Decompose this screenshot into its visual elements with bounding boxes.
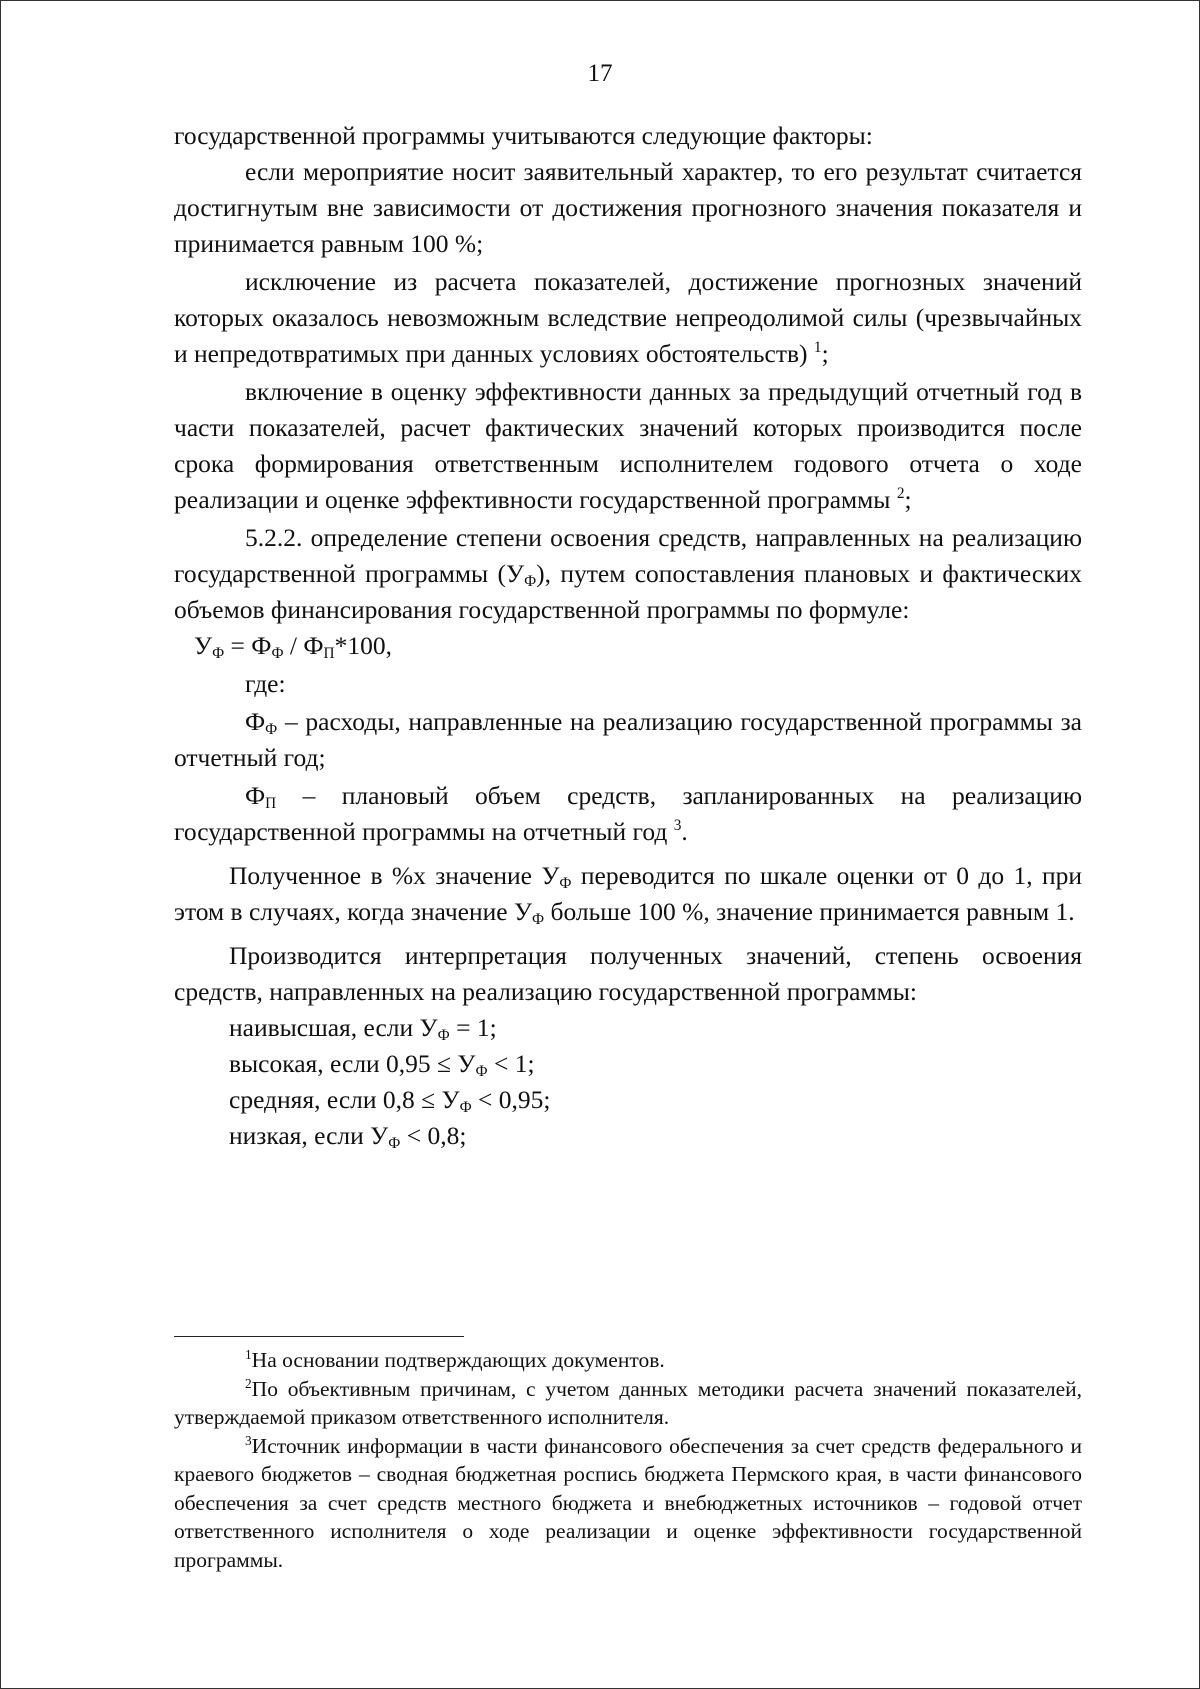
subscript: Ф bbox=[459, 1099, 472, 1116]
formula-symbol: / Ф bbox=[283, 631, 324, 660]
footnote-ref-2: 2 bbox=[896, 485, 905, 502]
footnote-text: На основании подтверждающих документов. bbox=[251, 1348, 665, 1372]
paragraph-interpretation: Производится интерпретация полученных значений, степень освоения средств, направленных на реализацию государственной программы: bbox=[174, 941, 1082, 1006]
paragraph-force-majeure bbox=[174, 264, 1082, 372]
subscript: Ф bbox=[475, 1063, 488, 1080]
footnotes bbox=[174, 1346, 1082, 1574]
definition-fp bbox=[174, 778, 1082, 850]
subscript: Ф bbox=[265, 721, 278, 738]
footnote-number: 1 bbox=[245, 1347, 252, 1362]
formula-symbol: Ф bbox=[245, 781, 266, 810]
footnote-text: Источник информации в части финансового обеспечения за счет средств федерального и краевого бюджетов – сводная бюджетная роспись бюджета Пермского края, в части финансового обеспечения за счет средств местного бюджета и внебюджетных источников – годовой отчет ответственного исполнителя о ходе реализации и оценке эффективности государственной программы. bbox=[174, 1433, 1082, 1572]
formula-symbol: Ф bbox=[245, 707, 266, 736]
paragraph-where: где: bbox=[245, 669, 286, 698]
formula-symbol: *100, bbox=[334, 631, 392, 660]
subscript: Ф bbox=[212, 645, 225, 662]
level-text: = 1; bbox=[449, 1013, 497, 1042]
level-text: наивысшая, если У bbox=[229, 1013, 438, 1042]
footnote-1 bbox=[174, 1346, 1082, 1375]
level-item bbox=[174, 1010, 1082, 1046]
footnote-text: По объективным причинам, с учетом данных методики расчета значений показателей, утверждаемой приказом ответственного исполнителя. bbox=[174, 1376, 1082, 1429]
footnote-separator bbox=[174, 1336, 464, 1337]
paragraph-previous-year bbox=[174, 374, 1082, 518]
paragraph-declarative-measure: если мероприятие носит заявительный характер, то его результат считается достигнутым вне зависимости от достижения прогнозного значения показателя и принимается равным 100 %; bbox=[174, 157, 1082, 258]
page-number: 17 bbox=[587, 60, 613, 87]
level-item bbox=[174, 1046, 1082, 1082]
subscript: П bbox=[323, 645, 335, 662]
level-item bbox=[174, 1118, 1082, 1154]
paragraph-text: ), путем сопоставления плановых и фактических объемов финансирования государственной программы по формуле: bbox=[174, 559, 1082, 624]
punctuation: ; bbox=[821, 339, 829, 368]
subscript: П bbox=[265, 795, 277, 812]
level-text: < 1; bbox=[487, 1049, 535, 1078]
formula-symbol: У bbox=[194, 631, 213, 660]
paragraph-text: 5.2.2. определение степени освоения средств, направленных на реализацию государственной программы (У bbox=[174, 523, 1082, 588]
paragraph-text: больше 100 %, значение принимается равным 1. bbox=[544, 897, 1075, 926]
level-text: < 0,8; bbox=[400, 1121, 467, 1150]
formula bbox=[174, 628, 1082, 664]
level-text: средняя, если 0,8 ≤ У bbox=[229, 1085, 460, 1114]
level-text: низкая, если У bbox=[229, 1121, 389, 1150]
document-body bbox=[174, 118, 1082, 1154]
subscript: Ф bbox=[532, 911, 545, 928]
paragraph-text: исключение из расчета показателей, достижение прогнозных значений которых оказалось невозможным вследствие непреодолимой силы (чрезвычайных и непредотвратимых при данных условиях обстоятельств) bbox=[174, 267, 1082, 368]
paragraph-scale bbox=[174, 858, 1082, 930]
footnote-ref-3: 3 bbox=[673, 817, 682, 834]
subscript: Ф bbox=[271, 645, 284, 662]
footnote-number: 2 bbox=[245, 1375, 252, 1391]
subscript: Ф bbox=[559, 875, 572, 892]
paragraph-5-2-2 bbox=[174, 520, 1082, 628]
subscript: Ф bbox=[524, 573, 537, 590]
paragraph-intro: государственной программы учитываются следующие факторы: bbox=[174, 121, 873, 150]
level-item bbox=[174, 1082, 1082, 1118]
level-text: < 0,95; bbox=[471, 1085, 551, 1114]
punctuation: . bbox=[681, 817, 688, 846]
footnote-number: 3 bbox=[245, 1432, 252, 1448]
footnote-2 bbox=[174, 1375, 1082, 1432]
subscript: Ф bbox=[437, 1027, 450, 1044]
definition-ff bbox=[174, 704, 1082, 776]
formula-symbol: = Ф bbox=[224, 631, 272, 660]
punctuation: ; bbox=[904, 485, 912, 514]
footnote-ref-1: 1 bbox=[813, 339, 822, 356]
level-text: высокая, если 0,95 ≤ У bbox=[229, 1049, 476, 1078]
subscript: Ф bbox=[388, 1135, 401, 1152]
paragraph-text: – плановый объем средств, запланированных на реализацию государственной программы на отчетный год bbox=[174, 781, 1082, 846]
paragraph-text: включение в оценку эффективности данных за предыдущий отчетный год в части показателей, расчет фактических значений которых производится после срока формирования ответственным исполнителем годового отчета о ходе реализации и оценке эффективности государственной программы bbox=[174, 377, 1082, 514]
paragraph-text: – расходы, направленные на реализацию государственной программы за отчетный год; bbox=[174, 707, 1082, 772]
paragraph-text: Полученное в %х значение У bbox=[229, 861, 560, 890]
paragraph-text: переводится по шкале оценки от 0 до 1, при этом в случаях, когда значение У bbox=[174, 861, 1082, 926]
footnote-3 bbox=[174, 1432, 1082, 1575]
